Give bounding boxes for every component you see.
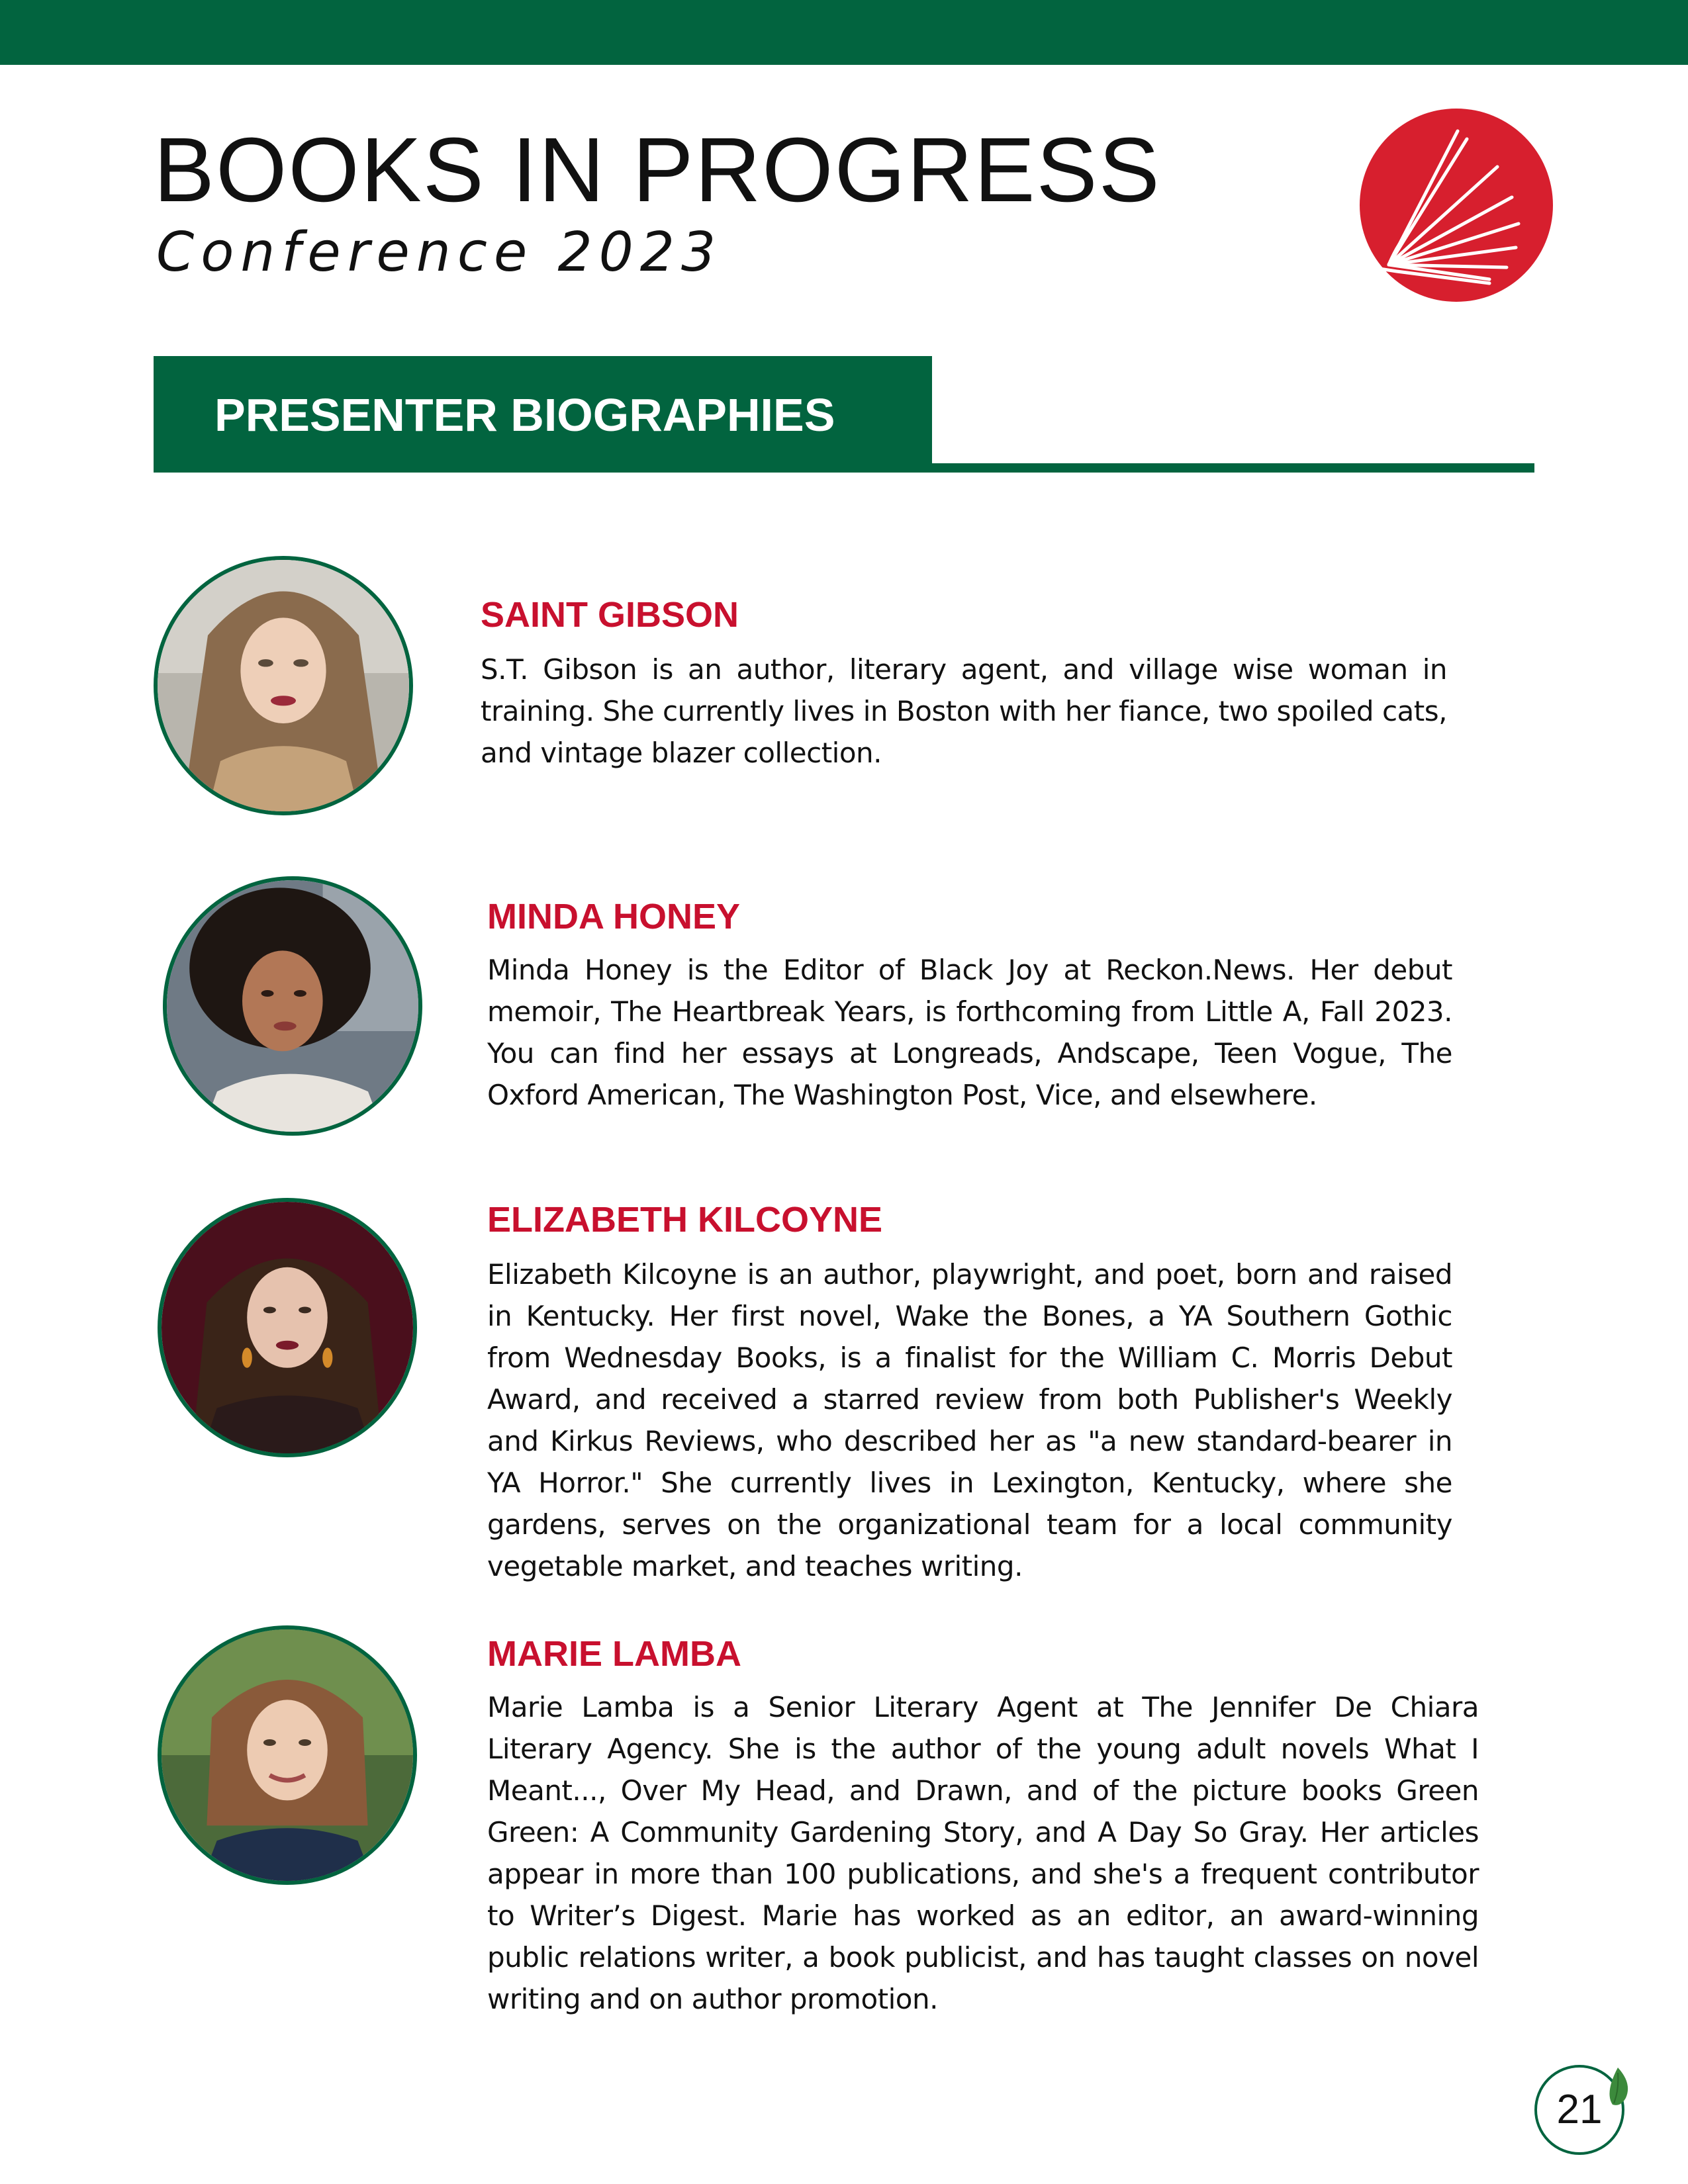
page-subtitle: Conference 2023	[156, 221, 723, 284]
presenter-photo	[163, 876, 422, 1136]
section-banner	[154, 356, 932, 473]
section-title: PRESENTER BIOGRAPHIES	[214, 389, 835, 441]
presenter-name: SAINT GIBSON	[481, 595, 739, 635]
page-number: 21	[1556, 2087, 1603, 2132]
presenter-bio: Minda Honey is the Editor of Black Joy at Reckon.News. Her debut memoir, The Heartbreak Years, is forthcoming from Little A, Fall 2023. You can find her essays at Longreads, Andscape, Teen Vogue, The Oxford American, The Washington Post, Vice, and elsewhere.	[487, 954, 1452, 1111]
presenter-bio: Elizabeth Kilcoyne is an author, playwright, and poet, born and raised in Kentucky. Her first novel, Wake the Bones, a YA Southern Gothic from Wednesday Books, is a finalist for the William C. Morris Debut Award, and received a starred review from both Publisher's Weekly and Kirkus Reviews, who described her as "a new standard-bearer in YA Horror." She currently lives in Lexington, Kentucky, where she gardens, serves on the organizational team for a local community vegetable market, and teaches writing.	[487, 1258, 1452, 1582]
page-title: BOOKS IN PROGRESS	[154, 119, 1161, 221]
presenter-name: ELIZABETH KILCOYNE	[487, 1200, 883, 1240]
presenter-name: MARIE LAMBA	[487, 1634, 741, 1674]
presenter-photo	[158, 1198, 417, 1457]
top-color-bar	[0, 0, 1688, 65]
presenter-name: MINDA HONEY	[487, 897, 741, 936]
open-book-icon	[1357, 106, 1556, 304]
presenter-photo	[158, 1625, 417, 1885]
section-underline	[927, 463, 1534, 473]
page-number-badge	[1534, 2065, 1632, 2163]
leaf-icon	[1603, 2066, 1632, 2109]
presenter-bio: Marie Lamba is a Senior Literary Agent at The Jennifer De Chiara Literary Agency. She is the author of the young adult novels What I Meant..., Over My Head, and Drawn, and of the picture books Green Green: A Community Gardening Story, and A Day So Gray. Her articles appear in more than 100 publications, and she's a frequent contributor to Writer’s Digest. Marie has worked as an editor, an award-winning public relations writer, a book publicist, and has taught classes on novel writing and on author promotion.	[487, 1691, 1479, 2015]
presenter-bio: S.T. Gibson is an author, literary agent, and village wise woman in training. She currently lives in Boston with her fiance, two spoiled cats, and vintage blazer collection.	[481, 653, 1447, 769]
presenter-photo	[154, 556, 413, 815]
